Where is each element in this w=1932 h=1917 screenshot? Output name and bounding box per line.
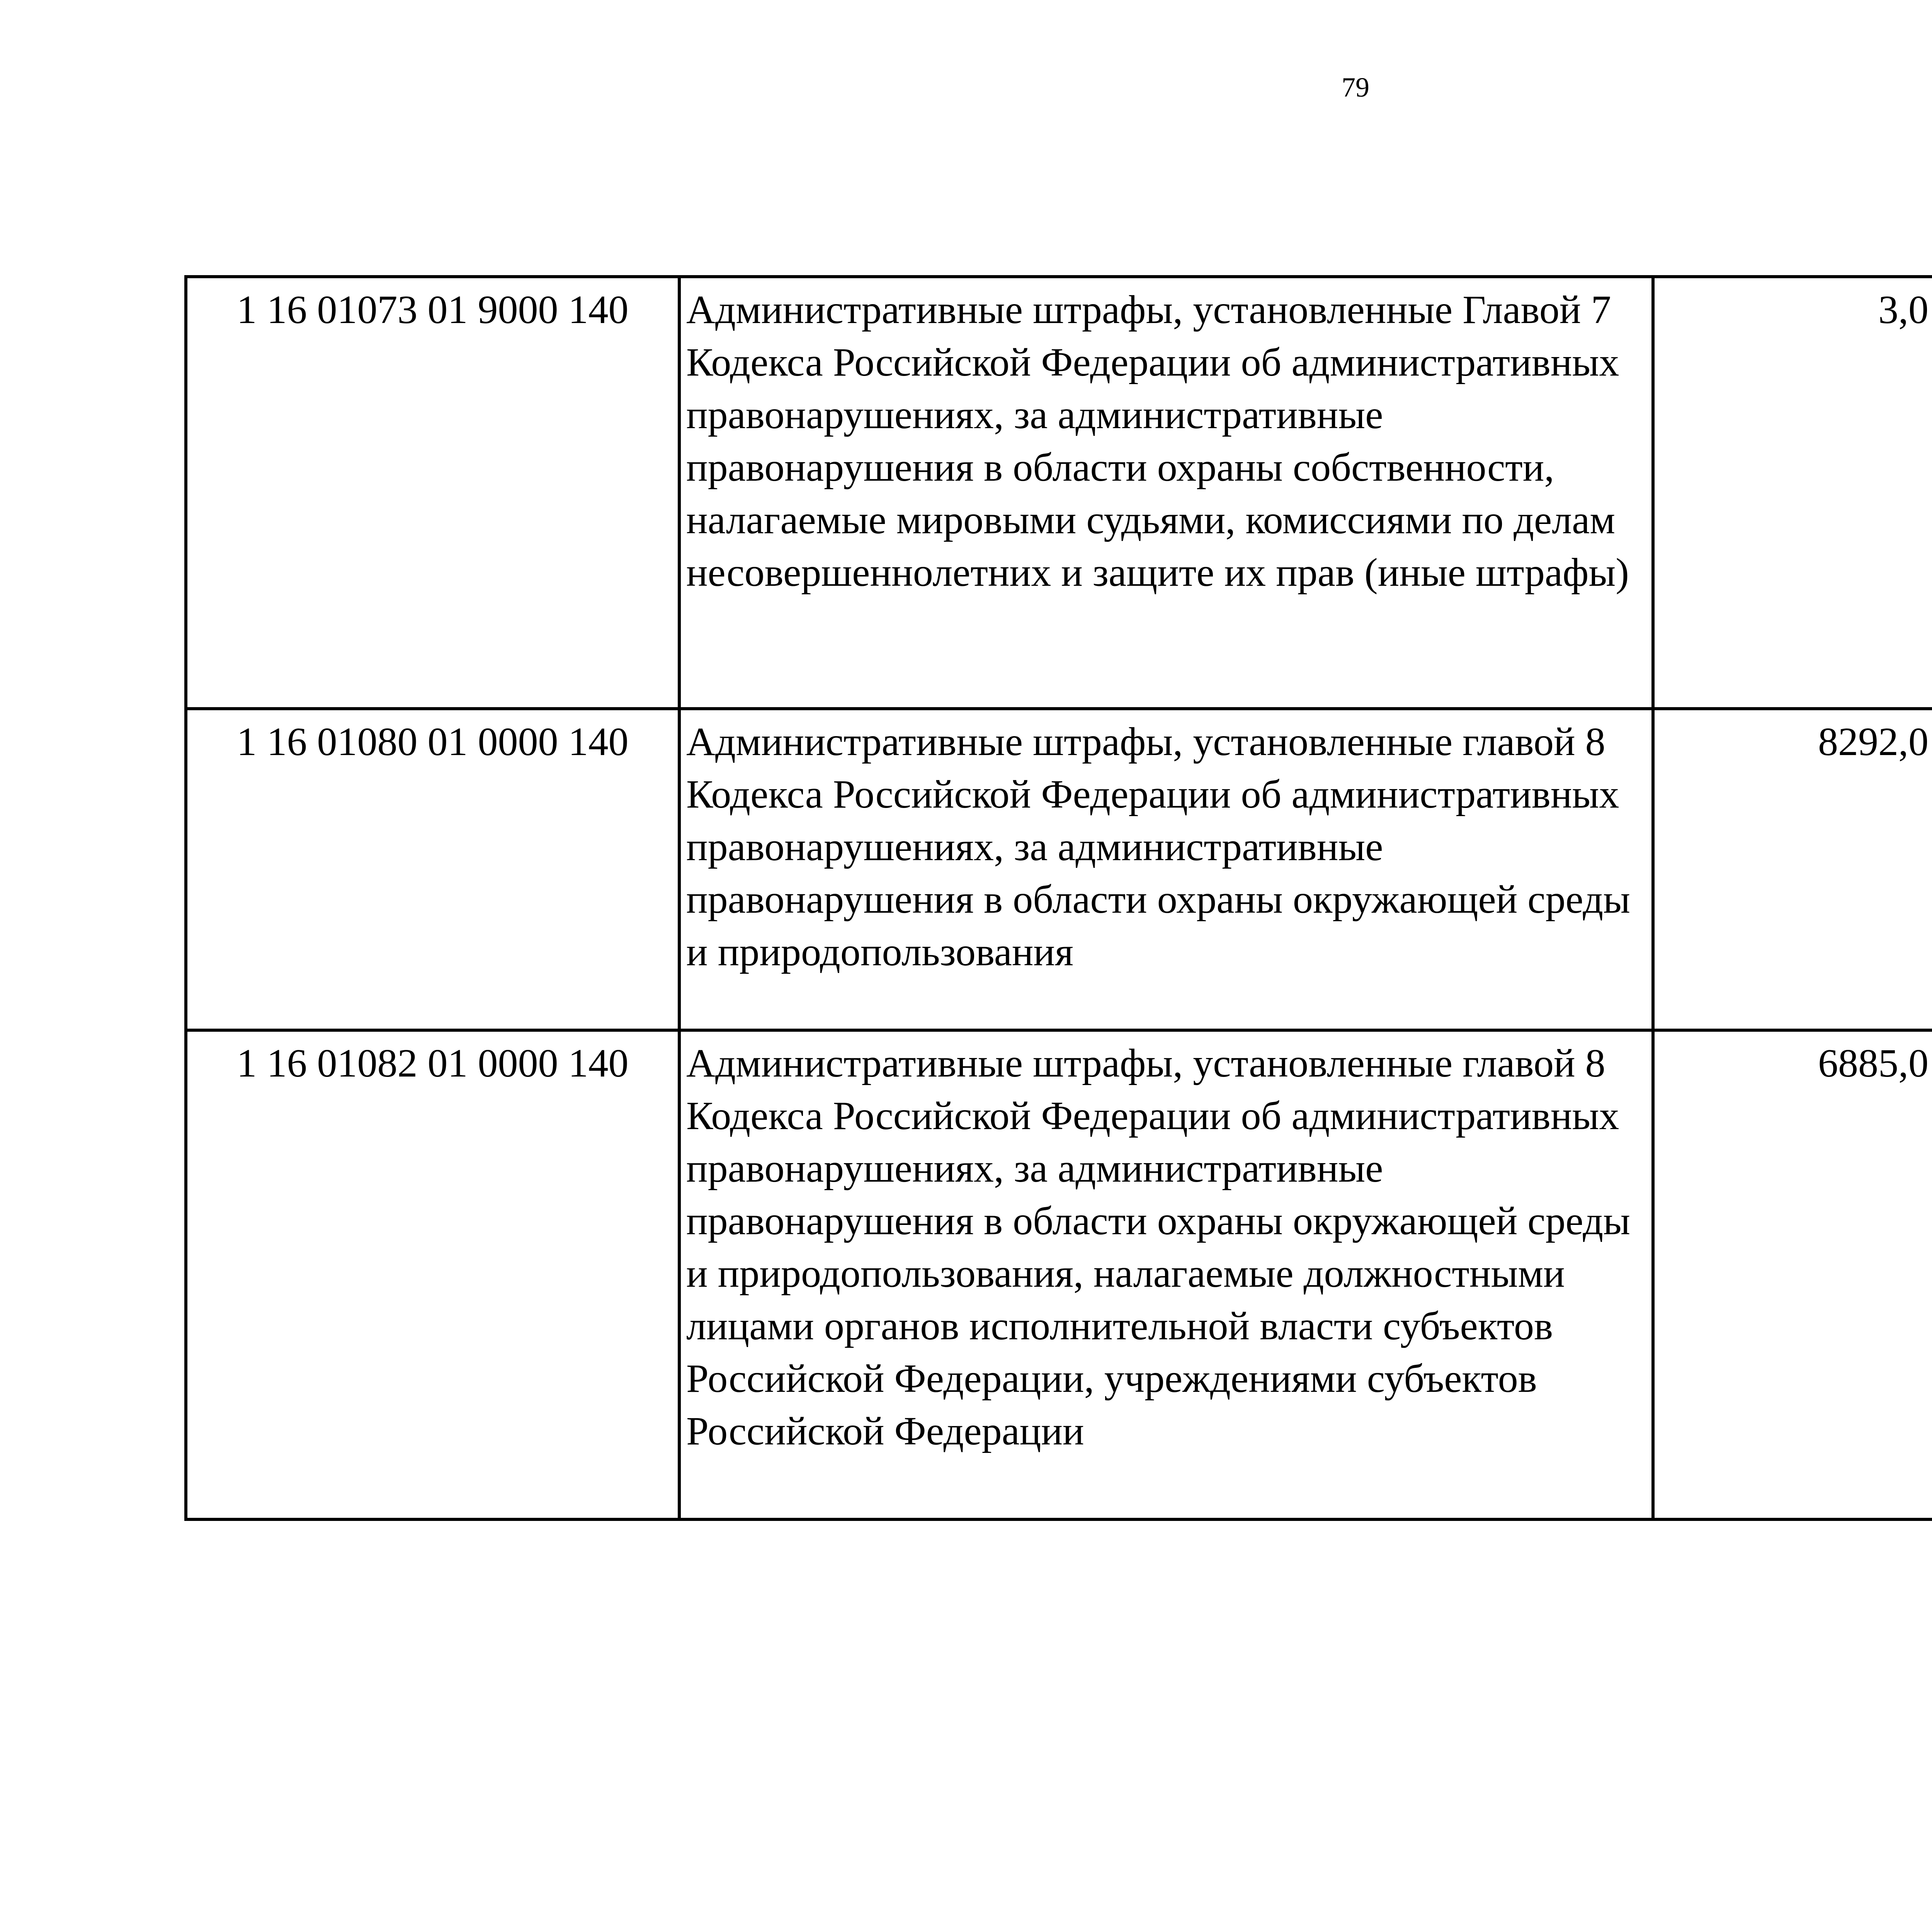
amount-year-1: 3,0 (1653, 277, 1932, 709)
revenue-description: Административные штрафы, установленные главой 8 Кодекса Российской Федерации об административных правонарушениях, за административные правонарушения в области охраны окружающей среды и природопользования (679, 709, 1653, 1030)
budget-table (184, 275, 1932, 1521)
amount-year-1: 6885,0 (1653, 1030, 1932, 1519)
amount-year-1: 8292,0 (1653, 709, 1932, 1030)
revenue-description: Административные штрафы, установленные главой 8 Кодекса Российской Федерации об административных правонарушениях, за административные правонарушения в области охраны окружающей среды и природопользования, налагаемые должностными лицами органов исполнительной власти субъектов Российской Федерации, учреждениями субъектов Российской Федерации (679, 1030, 1653, 1519)
page-number: 79 (1342, 72, 1369, 103)
table-row (186, 709, 1932, 1030)
table-row (186, 1030, 1932, 1519)
classification-code: 1 16 01082 01 0000 140 (186, 1030, 679, 1519)
revenue-description: Административные штрафы, установленные Главой 7 Кодекса Российской Федерации об административных правонарушениях, за административные правонарушения в области охраны собственности, налагаемые мировыми судьями, комиссиями по делам несовершеннолетних и защите их прав (иные штрафы) (679, 277, 1653, 709)
table-row (186, 277, 1932, 709)
classification-code: 1 16 01080 01 0000 140 (186, 709, 679, 1030)
classification-code: 1 16 01073 01 9000 140 (186, 277, 679, 709)
